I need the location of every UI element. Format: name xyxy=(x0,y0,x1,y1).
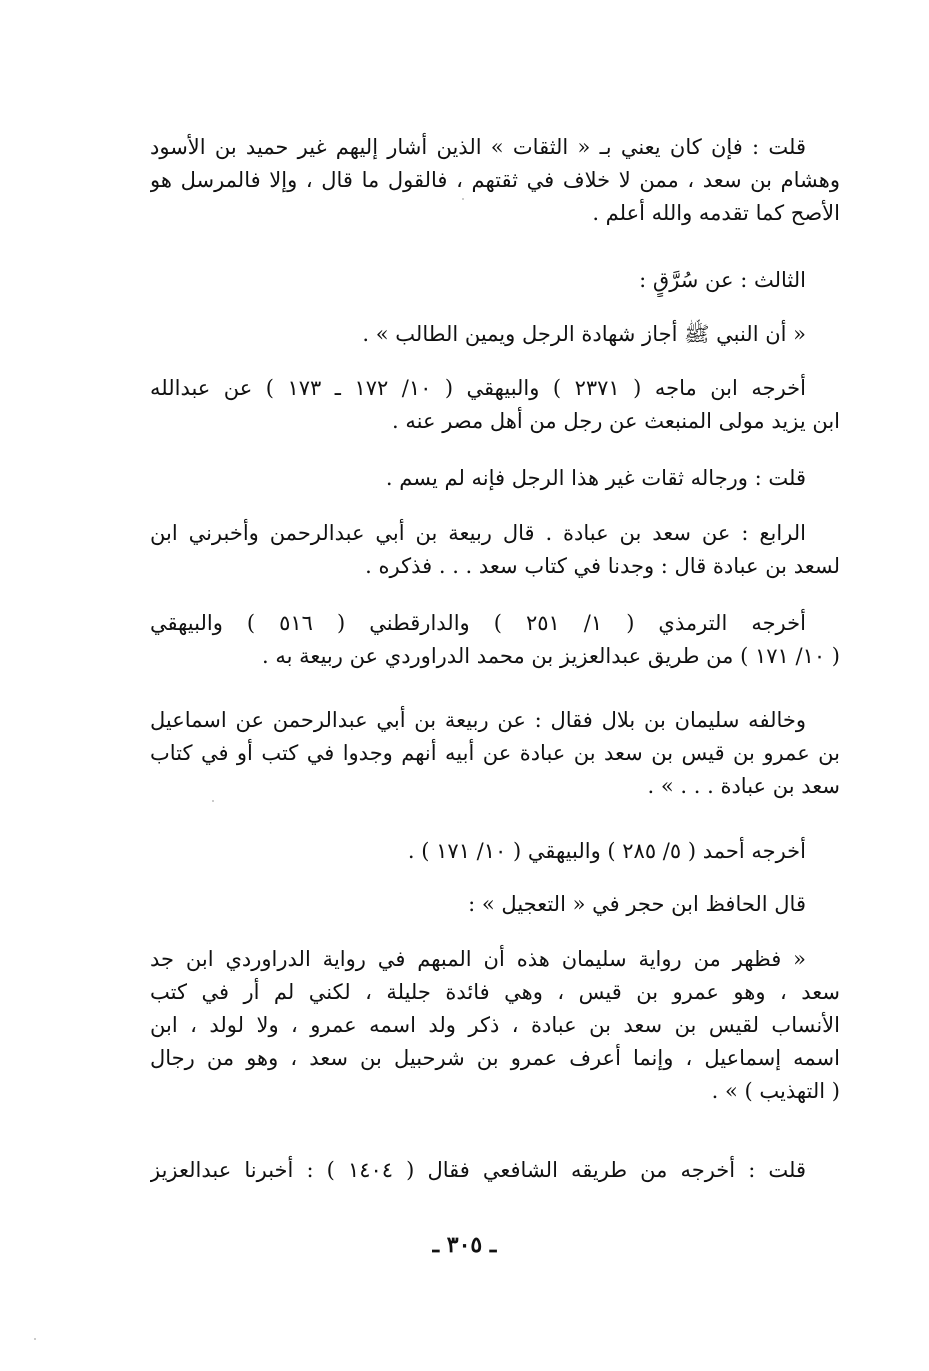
paragraph-11 xyxy=(150,943,840,1108)
text-line: الرابع : عن سعد بن عبادة . قال ربيعة بن أبي عبدالرحمن وأخبرني ابن xyxy=(150,521,806,545)
text-line: أخرجه أحمد ( ٥/ ٢٨٥ ) والبيهقي ( ١٠/ ١٧١ ) . xyxy=(407,839,806,863)
text-line: « فظهر من رواية سليمان هذه أن المبهم في رواية الدراوردي ابن جد xyxy=(150,947,806,971)
text-line: الأنساب لقيس بن سعد بن عبادة ، ذكر ولد اسمه عمرو ، ولا لولد ، ابن xyxy=(150,1013,840,1037)
paragraph-9 xyxy=(150,835,840,868)
text-line: سعد بن عبادة . . . » . xyxy=(647,774,840,798)
text-line: لسعد بن عبادة قال : وجدنا في كتاب سعد . . . فذكره . xyxy=(365,554,840,578)
scan-speck xyxy=(212,800,214,802)
text-line: سعد ، وهو عمرو بن قيس ، وهي فائدة جليلة ، لكني لم أر في كتب xyxy=(150,980,840,1004)
page-number: ـ ٣٠٥ ـ xyxy=(432,1232,497,1258)
paragraph-6 xyxy=(150,517,840,583)
text-line: أخرجه الترمذي ( ١/ ٢٥١ ) والدارقطني ( ٥١٦ ) والبيهقي xyxy=(150,611,806,635)
text-line: قلت : فإن كان يعني بـ « الثقات » الذين أشار إليهم غير حميد بن الأسود xyxy=(150,135,806,159)
text-line: قلت : ورجاله ثقات غير هذا الرجل فإنه لم يسم . xyxy=(385,466,806,490)
paragraph-12 xyxy=(150,1154,840,1187)
paragraph-10 xyxy=(150,888,840,921)
paragraph-5 xyxy=(150,462,840,495)
scan-speck xyxy=(34,1338,36,1340)
paragraph-8 xyxy=(150,704,840,803)
paragraph-1 xyxy=(150,131,840,230)
text-line: قال الحافظ ابن حجر في « التعجيل » : xyxy=(468,892,806,916)
text-line: الثالث : عن سُرَّقٍ : xyxy=(639,268,806,292)
text-line: بن عمرو بن قيس بن سعد بن عبادة عن أبيه أنهم وجدوا في كتب أو في كتاب xyxy=(150,741,840,765)
text-line: ابن يزيد مولى المنبعث عن رجل من أهل مصر عنه . xyxy=(392,409,840,433)
text-line: قلت : أخرجه من طريقه الشافعي فقال ( ١٤٠٤ ) : أخبرنا عبدالعزيز xyxy=(150,1158,807,1182)
paragraph-3 xyxy=(150,318,840,351)
paragraph-2 xyxy=(150,264,840,297)
text-line: ( التهذيب ) » . xyxy=(711,1079,840,1103)
text-line: « أن النبي ﷺ أجاز شهادة الرجل ويمين الطالب » . xyxy=(362,322,806,346)
text-line: الأصح كما تقدمه والله أعلم . xyxy=(592,201,840,225)
text-line: وهشام بن سعد ، ممن لا خلاف في ثقتهم ، فالقول ما قال ، وإلا فالمرسل هو xyxy=(150,168,840,192)
text-line: ( ١٠/ ١٧١ ) من طريق عبدالعزيز بن محمد الدراوردي عن ربيعة به . xyxy=(262,644,840,668)
text-line: وخالفه سليمان بن بلال فقال : عن ربيعة بن أبي عبدالرحمن عن اسماعيل xyxy=(150,708,806,732)
text-line: اسمه إسماعيل ، وإنما أعرف عمرو بن شرحبيل بن سعد ، وهو من رجال xyxy=(150,1046,840,1070)
text-line: أخرجه ابن ماجه ( ٢٣٧١ ) والبيهقي ( ١٠/ ١٧٢ ـ ١٧٣ ) عن عبدالله xyxy=(150,376,806,400)
paragraph-7 xyxy=(150,607,840,673)
paragraph-4 xyxy=(150,372,840,438)
scan-speck xyxy=(462,198,464,200)
